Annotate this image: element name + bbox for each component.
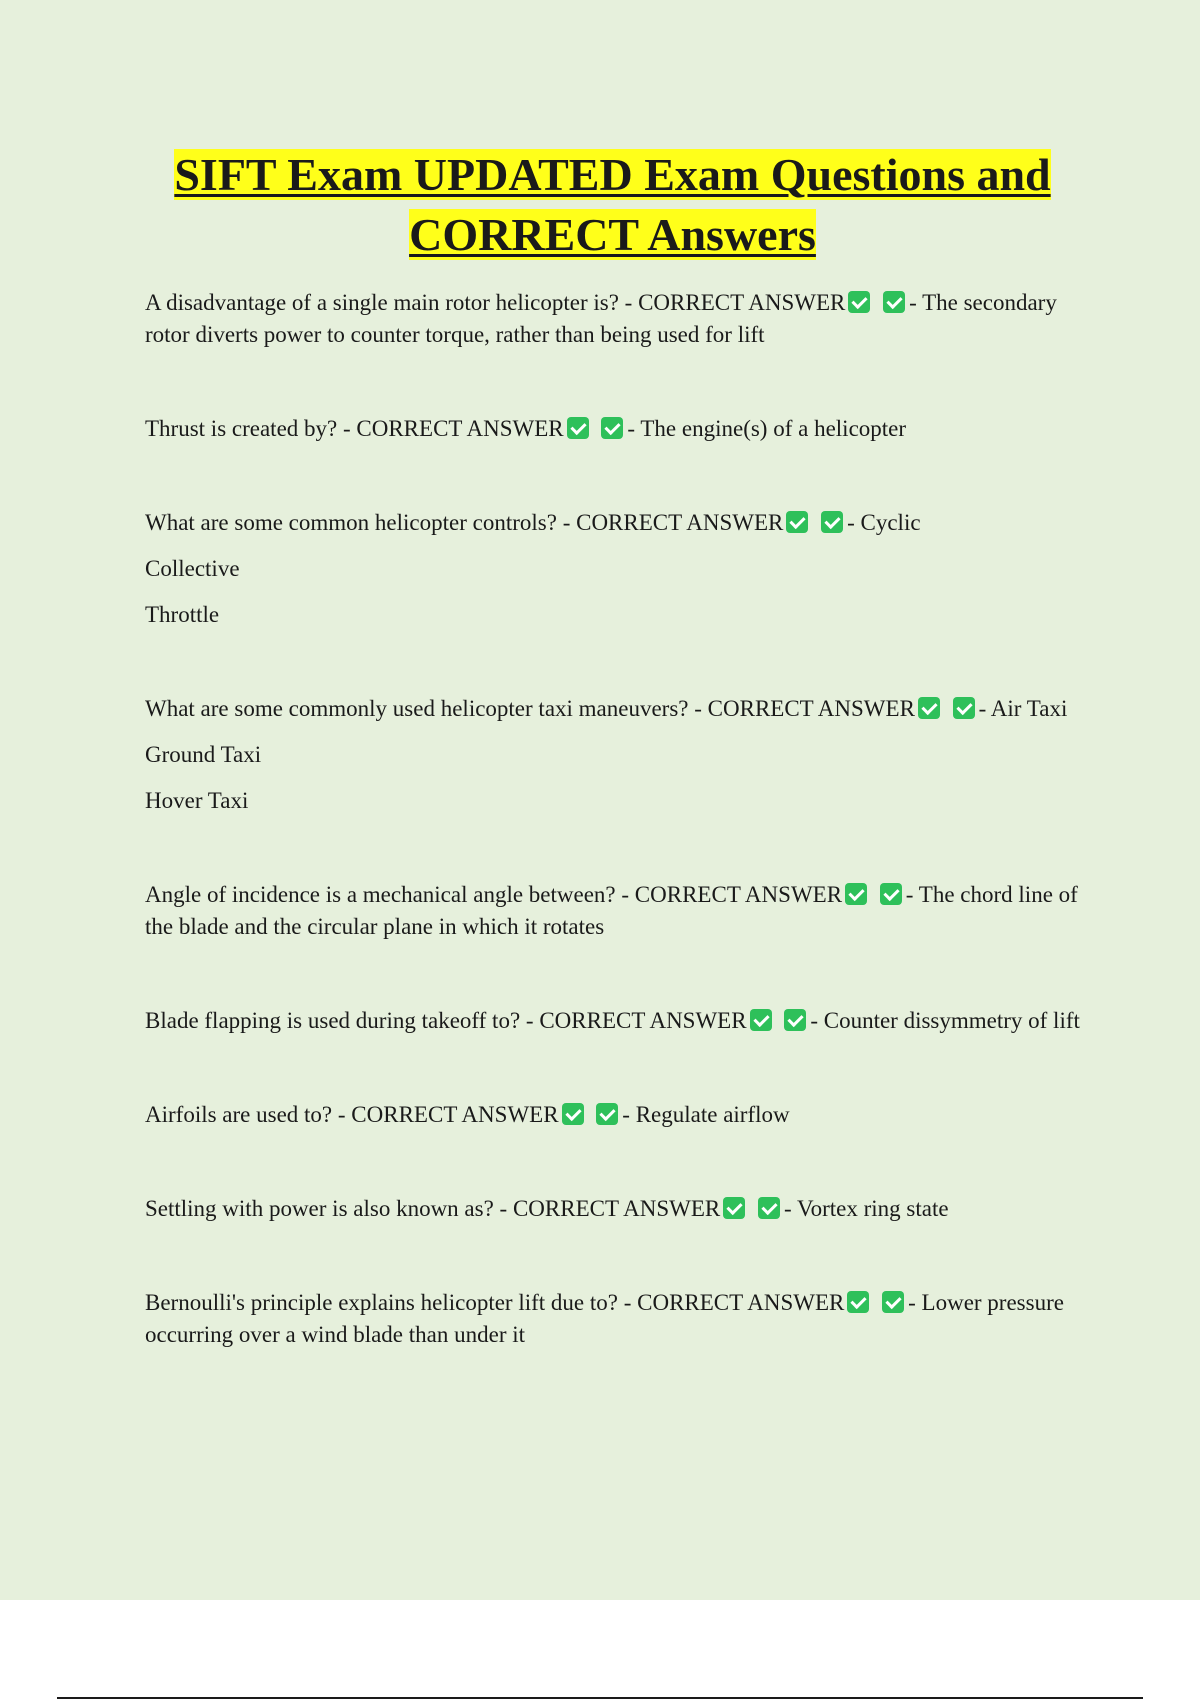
answer-marker: - CORRECT ANSWER xyxy=(621,882,843,907)
question-text: Settling with power is also known as? xyxy=(145,1196,494,1221)
qa-item xyxy=(145,1099,1080,1131)
qa-main-line xyxy=(145,1287,1080,1351)
answer-marker: - CORRECT ANSWER xyxy=(337,1102,559,1127)
answer-marker: - CORRECT ANSWER xyxy=(624,290,846,315)
qa-item xyxy=(145,1005,1080,1037)
question-text: Bernoulli's principle explains helicopter lift due to? xyxy=(145,1290,618,1315)
check-mark-icon xyxy=(758,1197,780,1219)
qa-main-line xyxy=(145,413,1080,445)
answer-continuation: Throttle xyxy=(145,602,220,627)
document-content xyxy=(145,145,1080,1351)
check-mark-icon xyxy=(750,1009,772,1031)
check-mark-icon xyxy=(882,1291,904,1313)
check-mark-icon xyxy=(723,1197,745,1219)
qa-main-line xyxy=(145,287,1080,351)
answer-marker: - CORRECT ANSWER xyxy=(525,1008,747,1033)
footer-divider xyxy=(57,1697,1143,1699)
qa-item xyxy=(145,879,1080,943)
check-mark-icon xyxy=(845,883,867,905)
question-text: Angle of incidence is a mechanical angle between? xyxy=(145,882,616,907)
qa-list xyxy=(145,287,1080,1351)
answer-text: - Vortex ring state xyxy=(783,1196,949,1221)
answer-text: - The engine(s) of a helicopter xyxy=(627,416,907,441)
qa-item xyxy=(145,1287,1080,1351)
answer-text: - Lower pressure occurring over a wind blade than under it xyxy=(145,1290,1064,1347)
answer-text: - The secondary rotor diverts power to counter torque, rather than being used for lift xyxy=(145,290,1057,347)
qa-item xyxy=(145,413,1080,445)
question-text: Blade flapping is used during takeoff to? xyxy=(145,1008,521,1033)
answer-text: - The chord line of the blade and the circular plane in which it rotates xyxy=(145,882,1078,939)
answer-text: - Counter dissymmetry of lift xyxy=(810,1008,1080,1033)
answer-text: - Air Taxi xyxy=(978,696,1068,721)
check-mark-icon xyxy=(918,697,940,719)
qa-item xyxy=(145,1193,1080,1225)
question-text: Thrust is created by? xyxy=(145,416,338,441)
check-mark-icon xyxy=(848,291,870,313)
check-mark-icon xyxy=(596,1103,618,1125)
answer-continuation: Collective xyxy=(145,556,240,581)
qa-item xyxy=(145,507,1080,631)
title-line-1: SIFT Exam UPDATED Exam Questions and xyxy=(174,149,1051,200)
answer-continuation: Hover Taxi xyxy=(145,788,249,813)
qa-main-line xyxy=(145,1005,1080,1037)
check-mark-icon xyxy=(953,697,975,719)
check-mark-icon xyxy=(784,1009,806,1031)
question-text: What are some commonly used helicopter taxi maneuvers? xyxy=(145,696,689,721)
check-mark-icon xyxy=(786,511,808,533)
qa-main-line xyxy=(145,1193,1080,1225)
answer-marker: - CORRECT ANSWER xyxy=(562,510,784,535)
qa-item xyxy=(145,693,1080,817)
check-mark-icon xyxy=(567,417,589,439)
answer-marker: - CORRECT ANSWER xyxy=(694,696,915,721)
document-title xyxy=(145,145,1080,265)
question-text: A disadvantage of a single main rotor helicopter is? xyxy=(145,290,619,315)
question-text: What are some common helicopter controls? xyxy=(145,510,557,535)
qa-main-line xyxy=(145,1099,1080,1131)
answer-text: - Regulate airflow xyxy=(622,1102,790,1127)
answer-marker: - CORRECT ANSWER xyxy=(499,1196,721,1221)
title-line-2: CORRECT Answers xyxy=(409,209,816,260)
answer-text: - Cyclic xyxy=(847,510,921,535)
check-mark-icon xyxy=(880,883,902,905)
qa-main-line xyxy=(145,507,1080,539)
question-text: Airfoils are used to? xyxy=(145,1102,333,1127)
check-mark-icon xyxy=(847,1291,869,1313)
check-mark-icon xyxy=(821,511,843,533)
qa-item xyxy=(145,287,1080,351)
qa-main-line xyxy=(145,693,1080,725)
answer-marker: - CORRECT ANSWER xyxy=(623,1290,845,1315)
answer-continuation: Ground Taxi xyxy=(145,742,262,767)
check-mark-icon xyxy=(562,1103,584,1125)
check-mark-icon xyxy=(883,291,905,313)
qa-main-line xyxy=(145,879,1080,943)
check-mark-icon xyxy=(601,417,623,439)
answer-marker: - CORRECT ANSWER xyxy=(342,416,564,441)
